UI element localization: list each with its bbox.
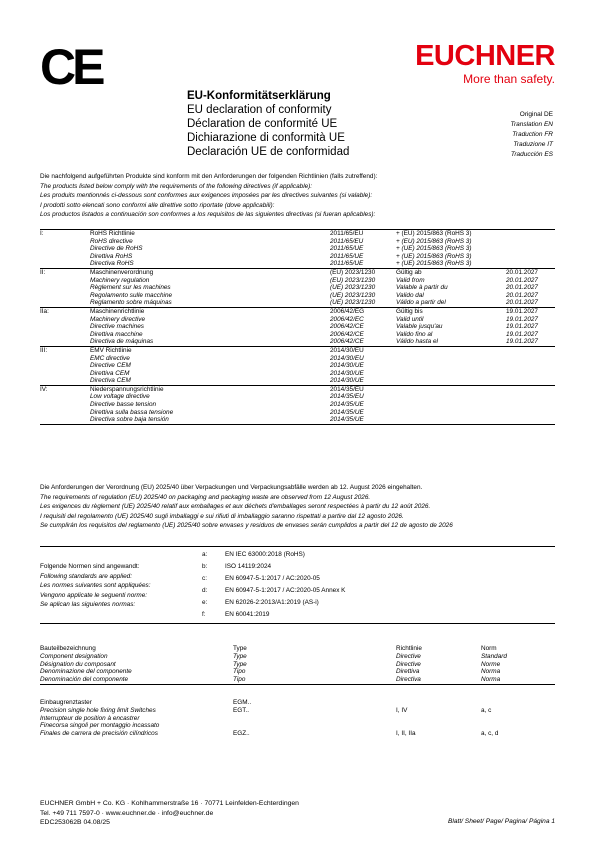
language-line: Original DE (519, 111, 553, 118)
standard-letter: b: (202, 563, 208, 570)
euchner-logo (415, 42, 555, 86)
directive-amendment: + (UE) 2015/863 (RoHS 3) (396, 245, 472, 253)
directive-date: 19.01.2027 (506, 315, 538, 323)
directive-name: RoHS directive (90, 237, 133, 245)
directive-code: 2014/30/EU (330, 346, 364, 354)
directive-name: Maschinenrichtlinie (90, 307, 145, 315)
component-table (40, 645, 555, 738)
directive-date: 20.01.2027 (506, 276, 538, 284)
component-header-cell: Richtlinie (396, 645, 422, 652)
intro-line: Les produits mentionnés ci-dessous sont conformes aux exigences imposées par les directives suivantes (si valable): (40, 192, 373, 200)
intro-line: Los productos listados a continuación son conformes a los requisitos de las siguientes directivas (si fueran aplicables): (40, 211, 376, 219)
directive-date: 19.01.2027 (506, 330, 538, 338)
directive-amendment: + (UE) 2015/863 (RoHS 3) (396, 260, 472, 268)
directive-row (40, 393, 555, 401)
directive-group (40, 346, 555, 385)
directive-amendment: Valid from (396, 276, 425, 284)
standards-label-line: Se aplican las siguientes normas: (40, 601, 136, 609)
product-name-line: Precision single hole fixing limit Switches (40, 706, 156, 714)
product-name-line: Finecorsa singoli per montaggio incassato (40, 722, 160, 730)
standard-letter: a: (202, 551, 208, 558)
title-de: EU-Konformitätserklärung (187, 90, 331, 102)
packaging-regulation-statement (40, 483, 453, 531)
directive-code: 2014/35/UE (330, 401, 364, 409)
directive-number: I: (40, 230, 44, 237)
directive-row (40, 316, 555, 324)
directive-group (40, 268, 555, 307)
directive-name: Machinery regulation (90, 276, 150, 284)
directive-name: Directive basse tension (90, 401, 157, 409)
directive-code: 2006/42/CE (330, 323, 364, 331)
directive-name: Direttiva RoHS (90, 252, 133, 260)
standard-value: EN 60041:2019 (225, 611, 270, 618)
standards-label-line: Folgende Normen sind angewandt: (40, 563, 140, 570)
directive-code: 2006/42/EC (330, 315, 364, 323)
standard-value: EN 60947-5-1:2017 / AC:2020-05 (225, 575, 320, 582)
standards-label-line: Following standards are applied: (40, 572, 133, 580)
directive-name: Direttiva macchine (90, 330, 143, 338)
directive-name: Regolamento sulle macchine (90, 291, 173, 299)
brand-tagline: More than safety. (463, 72, 555, 86)
title-es: Declaración UE de conformidad (187, 146, 350, 158)
directive-date: 20.01.2027 (506, 291, 538, 299)
directive-name: EMV Richtlinie (90, 346, 132, 354)
directive-row (40, 386, 555, 394)
standards-label-line: Les normes suivantes sont appliquées: (40, 582, 151, 590)
directive-date: 19.01.2027 (506, 338, 538, 346)
directive-row (40, 347, 555, 355)
directive-row (40, 401, 555, 409)
directive-code: 2014/30/UE (330, 362, 364, 370)
directive-name: Machinery directive (90, 315, 146, 323)
component-header-cell: Norma (481, 668, 501, 676)
product-name-line: Interrupteur de position à encastrer (40, 714, 140, 722)
directive-date: 20.01.2027 (506, 268, 538, 276)
directive-group (40, 385, 555, 425)
directive-date: 20.01.2027 (506, 299, 538, 307)
component-header-cell: Directiva (396, 676, 421, 684)
component-header-cell: Désignation du composant (40, 660, 116, 668)
directive-row (40, 269, 555, 277)
directive-name: Directiva RoHS (90, 260, 134, 268)
directive-date: 19.01.2027 (506, 323, 538, 331)
standard-letter: d: (202, 587, 208, 594)
product-name-line: Finales de carrera de precisión cilíndricos (40, 730, 158, 738)
component-header-row (40, 668, 555, 676)
directive-row (40, 355, 555, 363)
directive-row (40, 416, 555, 424)
directive-row (40, 370, 555, 378)
regulation-line: Se cumplirán los requisitos del reglamento (UE) 2025/40 sobre envases y residuos de envases serán cumplidos a partir del 12 de agosto de 2026 (40, 522, 453, 530)
product-type: EGM.. (233, 698, 252, 706)
directive-name: RoHS Richtlinie (90, 230, 135, 237)
directives-table (40, 229, 555, 425)
title-fr: Déclaration de conformité UE (187, 118, 338, 130)
directive-amendment: + (UE) 2015/863 (RoHS 3) (396, 252, 472, 260)
component-header-row (40, 676, 555, 684)
directive-date: 19.01.2027 (506, 307, 538, 315)
intro-line: I prodotti sotto elencati sono conformi alle direttive sotto riportate (dove applicabili): (40, 201, 275, 209)
intro-line: Die nachfolgend aufgeführten Produkte sind konform mit den Anforderungen der folgenden Richtlinien (falls zutreffend): (40, 173, 378, 180)
directive-amendment: Válido hasta el (396, 338, 438, 346)
regulation-line: The requirements of regulation (EU) 2025/40 on packaging and packaging waste are observed from 12 August 2026. (40, 493, 371, 501)
component-header-cell: Denominazione del componente (40, 668, 132, 676)
directive-name: Direttiva CEM (90, 369, 130, 377)
language-version-list (510, 110, 553, 160)
product-standards: a, c (481, 706, 492, 714)
directive-code: 2014/35/EU (330, 385, 364, 393)
directive-amendment: Válido a partir del (396, 299, 446, 307)
regulation-line: Les exigences du règlement (UE) 2025/40 relatif aux emballages et aux déchets d'emballages seront respectées à partir du 12 août 2026. (40, 503, 431, 511)
directive-amendment: + (EU) 2015/863 (RoHS 3) (396, 230, 472, 237)
directive-code: 2014/35/UE (330, 408, 364, 416)
standard-letter: e: (202, 599, 208, 606)
directive-name: Directive machines (90, 323, 144, 331)
directive-name: Low voltage directive (90, 393, 150, 401)
brand-name: EUCHNER (415, 40, 555, 72)
directive-number: IIa: (40, 307, 49, 315)
directive-row (40, 299, 555, 307)
standard-letter: c: (202, 575, 207, 582)
component-header-cell: Tipo (233, 676, 246, 684)
directive-row (40, 331, 555, 339)
directive-code: 2014/30/EU (330, 354, 364, 362)
directive-code: 2011/65/EU (330, 230, 364, 237)
directive-name: Directiva CEM (90, 377, 131, 385)
directive-name: EMC directive (90, 354, 130, 362)
standards-label-line: Vengono applicate le seguenti norme: (40, 591, 148, 599)
component-header-cell: Norme (481, 660, 501, 668)
standards-section (40, 546, 555, 624)
directive-row (40, 245, 555, 253)
component-header-cell: Directive (396, 652, 421, 660)
component-header-cell: Standard (481, 652, 507, 660)
directive-amendment: Valable jusqu'au (396, 323, 443, 331)
directive-number: III: (40, 346, 48, 354)
footer-doc-id: EDC253062B 04.08/25 (40, 819, 110, 827)
directive-code: (UE) 2023/1230 (330, 299, 376, 307)
document-titles (187, 89, 349, 159)
directive-amendment: + (EU) 2015/863 (RoHS 3) (396, 237, 472, 245)
directive-code: (UE) 2023/1230 (330, 284, 376, 292)
directive-code: 2014/30/UE (330, 377, 364, 385)
product-row (40, 699, 555, 738)
component-header-cell: Type (233, 660, 247, 668)
footer-contact: Tel. +49 711 7597-0 · www.euchner.de · info@euchner.de (40, 809, 214, 817)
component-header-cell: Bauteilbezeichnung (40, 645, 96, 652)
directive-code: 2014/35/UE (330, 416, 364, 424)
directive-amendment: Valido dal (396, 291, 424, 299)
directive-row (40, 323, 555, 331)
directive-name: Directiva sobre baja tensión (90, 416, 169, 424)
standard-value: EN 60947-5-1:2017 / AC:2020-05 Annex K (225, 587, 346, 594)
component-header-cell: Denominación del componente (40, 676, 129, 684)
language-line: Traducción ES (510, 151, 553, 158)
directive-code: (UE) 2023/1230 (330, 291, 376, 299)
product-names (40, 699, 159, 738)
language-line: Traduzione IT (513, 141, 553, 148)
product-type: EGZ.. (233, 730, 250, 738)
directive-number: II: (40, 268, 46, 276)
footer (40, 799, 299, 828)
directive-code: 2011/65/UE (330, 260, 364, 268)
directive-date: 20.01.2027 (506, 284, 538, 292)
product-type: EGT.. (233, 706, 249, 714)
directive-amendment: Valido fino al (396, 330, 433, 338)
directive-code: 2014/35/EU (330, 393, 364, 401)
directive-code: 2011/65/EU (330, 237, 364, 245)
directive-row (40, 409, 555, 417)
regulation-line: I requisiti del regolamento (UE) 2025/40 sugli imballaggi e sui rifiuti di imballaggio saranno rispettati a partire dal 12 agosto 2026. (40, 512, 404, 520)
component-spacer (40, 685, 555, 699)
language-line: Traduction FR (512, 131, 553, 138)
product-name-line: Einbaugrenztaster (40, 698, 92, 706)
directive-group (40, 229, 555, 268)
directive-number: IV: (40, 385, 48, 393)
title-en: EU declaration of conformity (187, 104, 332, 116)
component-header-cell: Directive (396, 660, 421, 668)
directive-name: Directive de RoHS (90, 245, 143, 253)
directive-amendment: Gültig ab (396, 268, 422, 276)
directive-row (40, 284, 555, 292)
language-line: Translation EN (510, 121, 553, 128)
intro-line: The products listed below comply with the requirements of the following directives (if applicable): (40, 182, 313, 190)
standard-letter: f: (202, 611, 206, 618)
component-header-row (40, 661, 555, 669)
component-header-cell: Type (233, 652, 247, 660)
directive-name: Reglamento sobre máquinas (90, 299, 172, 307)
standards-label (40, 562, 150, 610)
directive-amendment: Gültig bis (396, 307, 423, 315)
directive-code: 2014/30/UE (330, 369, 364, 377)
standard-value: ISO 14119:2024 (225, 563, 272, 570)
component-header-cell: Tipo (233, 668, 246, 676)
title-it: Dichiarazione di conformità UE (187, 132, 345, 144)
directive-name: Directiva de máquinas (90, 338, 154, 346)
component-header-cell: Norma (481, 676, 501, 684)
directive-code: 2006/42/EG (330, 307, 365, 315)
directive-name: Direttiva sulla bassa tensione (90, 408, 174, 416)
directive-row (40, 260, 555, 268)
directive-code: (EU) 2023/1230 (330, 268, 376, 276)
directive-code: 2011/65/UE (330, 245, 364, 253)
directive-row (40, 238, 555, 246)
ce-mark: CE (40, 39, 102, 95)
directive-row (40, 277, 555, 285)
directive-row (40, 292, 555, 300)
component-header-row (40, 653, 555, 661)
directive-row (40, 338, 555, 346)
directive-code: (EU) 2023/1230 (330, 276, 376, 284)
directive-amendment: Valable à partir du (396, 284, 448, 292)
component-header-cell: Type (233, 645, 247, 652)
component-header-cell: Component designation (40, 652, 108, 660)
component-header-row (40, 645, 555, 653)
component-table-header (40, 645, 555, 685)
directive-name: Niederspannungsrichtlinie (90, 385, 164, 393)
standard-value: EN 62026-2:2013/A1:2019 (AS-i) (225, 599, 319, 606)
directive-name: Directive CEM (90, 362, 131, 370)
directive-row (40, 377, 555, 385)
directive-name: Maschinenverordnung (90, 268, 154, 276)
page-number: Blatt/ Sheet/ Page/ Pagina/ Página 1 (447, 818, 555, 825)
directive-code: 2011/65/UE (330, 252, 364, 260)
product-directives: I, II, IIa (396, 730, 416, 738)
directive-row (40, 253, 555, 261)
directive-row (40, 230, 555, 238)
component-header-cell: Direttiva (396, 668, 420, 676)
component-header-cell: Norm (481, 645, 497, 652)
directive-group (40, 307, 555, 346)
standard-value: EN IEC 63000:2018 (RoHS) (225, 551, 305, 558)
intro-statement (40, 172, 377, 220)
directive-name: Règlement sur les machines (90, 284, 171, 292)
footer-company: EUCHNER GmbH + Co. KG · Kohlhammerstraße 16 · 70771 Leinfelden-Echterdingen (40, 800, 299, 807)
product-standards: a, c, d (481, 730, 499, 738)
regulation-line: Die Anforderungen der Verordnung (EU) 2025/40 über Verpackungen und Verpackungsabfälle werden ab 12. August 2026 eingehalten. (40, 484, 423, 491)
directive-code: 2006/42/CE (330, 330, 364, 338)
product-directives: I, IV (396, 706, 408, 714)
directive-code: 2006/42/CE (330, 338, 364, 346)
directive-row (40, 308, 555, 316)
directive-row (40, 362, 555, 370)
directive-amendment: Valid until (396, 315, 424, 323)
